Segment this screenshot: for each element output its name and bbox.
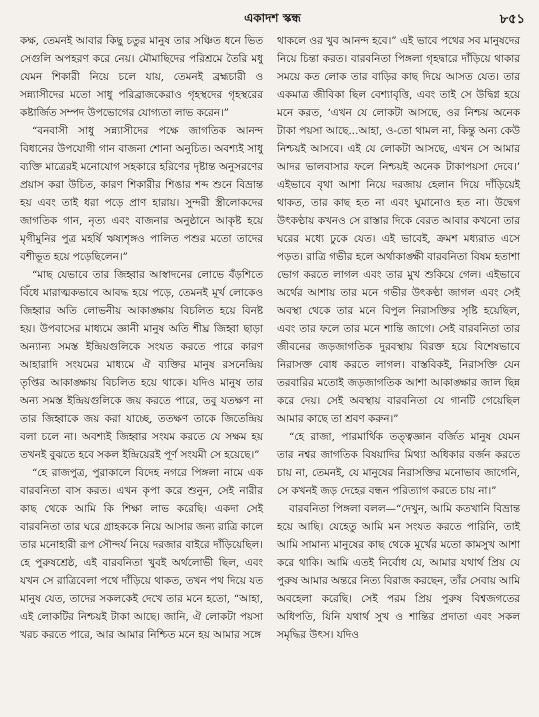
paragraph: “মাছ যেভাবে তার জিহ্বার আস্বাদনের লোভে বঁড়শিতে বিঁধে মারাত্মকভাবে আবদ্ধ হয়ে পড়ে, তেমনই মূর্খ লোকেও জিহ্বার অতি লোভনীয় আকাঙ্ক্ষায় বিচলিত হয়ে বিনষ্ট হয়। উপবাসের মাধ্যমে জ্ঞানী মানুষ অতি শীঘ্র জিহ্বা ছাড়া অন্যান্য সমস্ত ইন্দ্রিয়গুলিকে সংযত করতে পারে কারণ আহারাদি সংযমের মাধ্যমে ঐ ব্যক্তির মানুষ রসনেন্দ্রিয় তৃপ্তির আকাঙ্ক্ষায় বিচলিত হয়ে থাকে। যদিও মানুষ তার অন্য সমস্ত ইন্দ্রিয়গুলিকে জয় করতে পারে, তবু যতক্ষণ না তার জিহ্বাকে জয় করা যাচ্ছে, ততক্ষণ তাকে জিতেন্দ্রিয় বলা চলে না। অবশ্যই জিহ্বার সংযম করতে যে সক্ষম হয় তখনই বুঝতে হবে সকল ইন্দ্রিয়েরই পূর্ণ সংযমী সে হয়েছে।” [20,269,263,461]
paragraph: থাকলে ওর খুব আনন্দ হবে।” এই ভাবে পথের সব মানুষদের নিয়ে চিন্তা করত। বারবনিতা পিঙ্গলা গৃহদ্বারে দাঁড়িয়ে থাকার সময়ে কত লোক তার বাড়ির কাছ দিয়ে আসত যেত। তার একমাত্র জীবিকা ছিল বেশ্যাবৃত্তি, এবং তাই সে উদ্বিগ্ন হয়ে মনে করত, ‘এখন যে লোকটা আসছে, ওর নিশ্চয় অনেক টাকা পয়সা আছে...আহা, ও-তো থামল না, কিন্তু অন্য কেউ নিশ্চয়ই আসবে। এই যে লোকটা আসছে, এখন সে আমার আদর ভালবাসার ফলে নিশ্চয়ই অনেক টাকাপয়সা দেবে।’ এইভাবে বৃথা আশা নিয়ে দরজায় হেলান দিয়ে দাঁড়িয়েই থাকত, তার কাছ হত না এবং ঘুমানোও হত না। উদ্বেগ উৎকণ্ঠায় কখনও সে রাস্তার দিকে বেরত আবার কখনো তার ঘরের মধ্যে ঢুকে যেত। এই ভাবেই, ক্রমশ মধ্যরাত এসে পড়ত। রাত্রি গভীর হলে অর্থাকাঙ্ক্ষী বারবনিতা বিষম হতাশা ভোগ করতে লাগল এবং তার মুখ শুকিয়ে গেল। এইভাবে অর্থের আশায় তার মনে গভীর উৎকণ্ঠা জাগল এবং সেই অবস্থা থেকে তার মনে বিপুল নিরাসক্তির সৃষ্টি হয়েছিল, এবং তার ফলে তার মনে শান্তি জাগে। সেই বারবনিতা তার জীবনের জড়জাগতিক দুরবস্থায় বিরক্ত হয়ে বিশেষভাবে নিরাসক্ত বোধ করতে লাগল। বাস্তবিকই, নিরাসক্তি যেন তরবারির মতোই জড়জাগতিক আশা আকাঙ্ক্ষার জাল ছিন্ন করে দেয়। সেই অবস্থায় বারবনিতা যে গানটি গেয়েছিল আমার কাছে তা শ্রবণ করুন।” [277,35,520,425]
paragraph: “হে রাজপুত্র, পুরাকালে বিদেহ নগরে পিঙ্গলা নামে এক বারবনিতা বাস করত। এখন কৃপা করে শুনুন, সেই নারীর কাছ থেকে আমি কি শিক্ষা লাভ করেছি। একদা সেই বারবনিতা তার ঘরে গ্রাহককে নিয়ে আসার জন্য রাত্রি কালে তার মনোহারী রূপ সৌন্দর্য নিয়ে দরজার বাইরে দাঁড়িয়েছিল। হে পুরুষশ্রেষ্ঠ, এই বারবনিতা খুবই অর্থলোভী ছিল, এবং যখন সে রাত্রিবেলা পথে দাঁড়িয়ে থাকত, তখন পথ দিয়ে যত মানুষ যেত, তাদের সকলকেই দেখে তার মনে হতো, “আহা, এই লোকটির নিশ্চয়ই টাকা আছে। জানি, ঐ লোকটা পয়সা খরচ করতে পারে, আর আমার নিশ্চিত মনে হয় আমার সঙ্গে [20,467,263,641]
right-column [277,32,520,644]
paragraph: বারবনিতা পিঙ্গলা বলল—“দেখুন, আমি কতখানি বিভ্রান্ত হয়ে আছি। যেহেতু আমি মন সংযত করতে পারিনি, তাই আমি সামান্য মানুষের কাছ থেকে মূর্খের মতো কামসুখ আশা করে থাকি। আমি এতই নির্বোধ যে, আমার যথার্থ প্রিয় যে পুরুষ আমার অন্তরে নিত্য বিরাজ করছেন, তাঁর সেবায় আমি অবহেলা করেছি। সেই পরম প্রিয় পুরুষ বিশ্বজগতের অধিপতি, যিনি যথার্থ সুখ ও শান্তির প্রদাতা এবং সকল সমৃদ্ধির উৎস। যদিও [277,503,520,641]
page-number: ৮৫১ [499,12,525,27]
paragraph: “হে রাজা, পারমার্থিক তত্ত্বজ্ঞান বর্জিত মানুষ যেমন তার নশ্বর জাগতিক বিষয়াদির মিথ্যা অধিকার বর্জন করতে চায় না, তেমনই, যে মানুষের নিরাসক্তির মনোভাব জাগেনি, সে কখনই জড় দেহের বন্ধন পরিত্যাগ করতে চায় না।” [277,431,520,497]
running-header [20,8,525,28]
paragraph: “বনবাসী সাধু সন্ন্যাসীদের পক্ষে জাগতিক আনন্দ বিধানের উপযোগী গান বাজনা শোনা অনুচিত। অবশ্যই সাধু ব্যক্তি মাত্রেরই মনোযোগ সহকারে হরিণের দৃষ্টান্ত অনুসরণের প্রয়াস করা উচিত, কারণ শিকারীর শিঙার শব্দ শুনে বিভ্রান্ত হয় এবং তাই ধরা পড়ে প্রাণ হারায়। সুন্দরী স্ত্রীলোকদের জাগতিক গান, নৃত্য এবং বাজনার অনুষ্ঠানে আকৃষ্ট হয়ে মৃগীমুনির পুত্র মহর্ষি ঋষ্যশৃঙ্গও পালিত পশুর মতো তাদের বশীভূত হয়ে পড়েছিলেন।” [20,125,263,263]
paragraph: কক্ষ, তেমনই আবার কিছু চতুর মানুষ তার সঞ্চিত ধনে ভিত সেগুলি অপহরণ করে নেয়। মৌমাছিদের পরিশ্রমে তৈরি মধু যেমন শিকারী নিয়ে চলে যায়, তেমনই ব্রহ্মচারী ও সন্ন্যাসীদের মতো সাধু পরিব্রাজকেরাও গৃহস্থদের গৃহস্থরের কষ্টার্জিত সম্পদ উপভোগের যোগ্যতা লাভ করেন।” [20,35,263,119]
left-column [20,32,263,644]
chapter-title: একাদশ স্কন্ধ [244,11,301,25]
